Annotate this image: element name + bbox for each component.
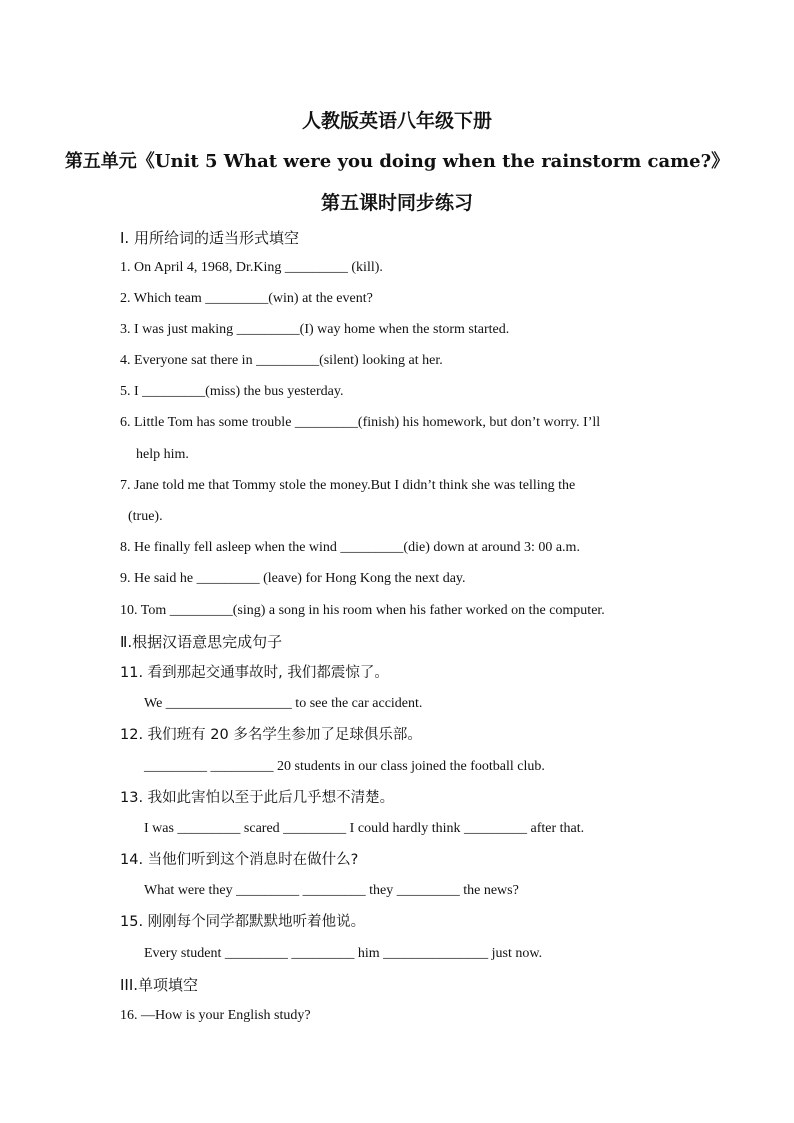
section-3-heading: III.单项填空: [120, 976, 199, 994]
lesson-title: 第五课时同步练习: [320, 192, 473, 214]
question-15-sentence: Every student _________ _________ him _______________ just now.: [144, 946, 543, 961]
section-1-heading: Ⅰ. 用所给词的适当形式填空: [120, 229, 299, 247]
question-13-sentence: I was _________ scared _________ I could hardly think _________ after that.: [144, 821, 585, 836]
question-12-sentence: _________ _________ 20 students in our class joined the football club.: [144, 759, 545, 774]
section-2-heading: Ⅱ.根据汉语意思完成句子: [120, 633, 283, 651]
question-11-prompt: 11. 看到那起交通事故时, 我们都震惊了。: [120, 665, 389, 681]
question-1: 1. On April 4, 1968, Dr.King _________ (kill).: [120, 260, 383, 275]
question-5: 5. I _________(miss) the bus yesterday.: [120, 384, 344, 399]
question-15-prompt: 15. 刚刚每个同学都默默地听着他说。: [120, 914, 366, 930]
question-11-sentence: We __________________ to see the car accident.: [144, 696, 423, 711]
question-7-continued: (true).: [128, 509, 163, 524]
question-13-prompt: 13. 我如此害怕以至于此后几乎想不清楚。: [120, 790, 395, 806]
question-14-sentence: What were they _________ _________ they _________ the news?: [144, 883, 519, 898]
question-14-prompt: 14. 当他们听到这个消息时在做什么?: [120, 852, 359, 868]
unit-title: 第五单元《Unit 5 What were you doing when the rainstorm came?》: [64, 151, 730, 172]
question-12-prompt: 12. 我们班有 20 多名学生参加了足球俱乐部。: [120, 727, 422, 743]
question-7: 7. Jane told me that Tommy stole the money.But I didn’t think she was telling the: [120, 478, 576, 493]
question-6: 6. Little Tom has some trouble _________(finish) his homework, but don’t worry. I’ll: [120, 415, 601, 430]
question-2: 2. Which team _________(win) at the event?: [120, 291, 373, 306]
document-title: 人教版英语八年级下册: [301, 110, 492, 132]
question-4: 4. Everyone sat there in _________(silent) looking at her.: [120, 353, 443, 368]
question-6-continued: help him.: [136, 447, 189, 462]
question-10: 10. Tom _________(sing) a song in his room when his father worked on the computer.: [120, 603, 605, 618]
question-8: 8. He finally fell asleep when the wind _________(die) down at around 3: 00 a.m.: [120, 540, 580, 555]
question-16: 16. —How is your English study?: [120, 1008, 311, 1023]
question-9: 9. He said he _________ (leave) for Hong Kong the next day.: [120, 571, 466, 586]
question-3: 3. I was just making _________(I) way home when the storm started.: [120, 322, 510, 337]
